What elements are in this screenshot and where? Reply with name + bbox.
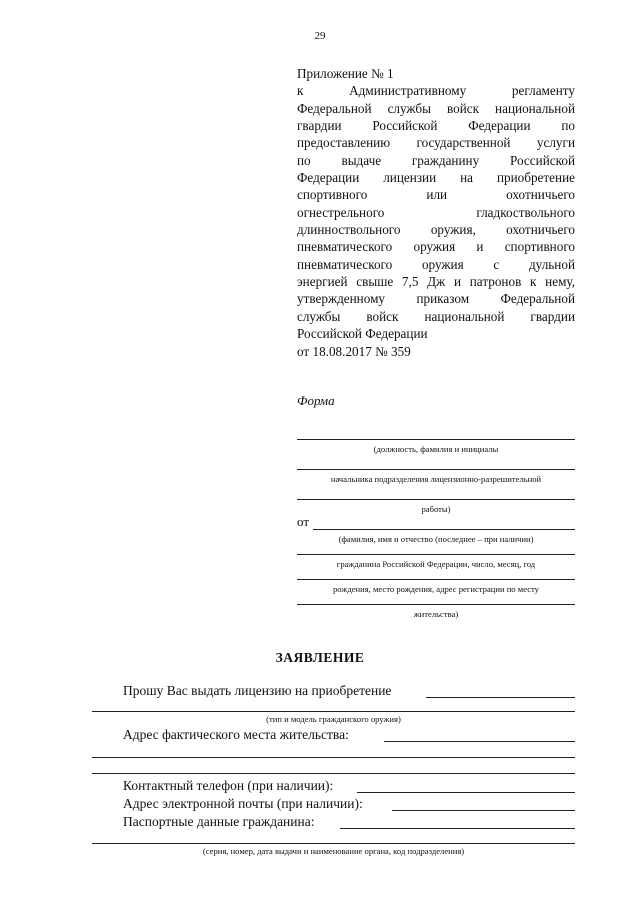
- appendix-line: по выдаче гражданину Российской: [297, 152, 575, 168]
- appendix-line: Российской Федерации: [297, 326, 428, 342]
- appendix-line: гвардии Российской Федерации по: [297, 118, 575, 134]
- appendix-line: Приложение № 1: [297, 66, 394, 81]
- applicant-line-3: [297, 579, 575, 580]
- appendix-line: Федерации лицензии на приобретение: [297, 170, 575, 186]
- phone-label: Контактный телефон (при наличии):: [123, 778, 334, 793]
- passport-input-line: [340, 828, 575, 829]
- addressee-caption-1: (должность, фамилия и инициалы: [373, 444, 499, 454]
- document-title: ЗАЯВЛЕНИЕ: [275, 650, 365, 665]
- form-label: Форма: [297, 393, 335, 408]
- weapon-caption: (тип и модель гражданского оружия): [266, 714, 401, 724]
- appendix-line: пневматического оружия с дульной: [297, 256, 575, 272]
- appendix-line: утвержденному приказом Федеральной: [297, 291, 575, 307]
- applicant-caption-3: рождения, место рождения, адрес регистрации по месту: [333, 584, 539, 594]
- email-label: Адрес электронной почты (при наличии):: [123, 796, 363, 811]
- addressee-caption-2: начальника подразделения лицензионно-разрешительной: [330, 474, 542, 484]
- email-input-line: [392, 810, 575, 811]
- applicant-caption-4: жительства): [413, 609, 459, 619]
- appendix-line: к Административному регламенту: [297, 83, 575, 99]
- request-label: Прошу Вас выдать лицензию на приобретение: [123, 683, 392, 698]
- applicant-caption-2: гражданина Российской Федерации, число, месяц, год: [336, 559, 536, 569]
- applicant-caption-1: (фамилия, имя и отчество (последнее – при наличии): [338, 534, 534, 544]
- address-continuation-line-1: [92, 757, 575, 758]
- passport-continuation-line: [92, 843, 575, 844]
- appendix-line: Федеральной службы войск национальной: [297, 100, 575, 116]
- phone-input-line: [357, 792, 575, 793]
- request-continuation-line: [92, 711, 575, 712]
- applicant-line-2: [297, 554, 575, 555]
- appendix-line: пневматического оружия и спортивного: [297, 239, 575, 255]
- addressee-line-2: [297, 469, 575, 470]
- appendix-line: от 18.08.2017 № 359: [297, 343, 411, 359]
- page-number: 29: [314, 30, 326, 42]
- applicant-line-4: [297, 604, 575, 605]
- appendix-block: [297, 65, 575, 360]
- address-label: Адрес фактического места жительства:: [123, 727, 349, 742]
- appendix-line: длинноствольного оружия, охотничьего: [297, 222, 575, 238]
- appendix-line: службы войск национальной гвардии: [297, 308, 575, 324]
- address-input-line: [384, 741, 575, 742]
- appendix-line: огнестрельного гладкоствольного: [297, 204, 575, 220]
- passport-caption: (серия, номер, дата выдачи и наименование органа, код подразделения): [202, 846, 465, 856]
- address-continuation-line-2: [92, 773, 575, 774]
- applicant-line-1: [313, 529, 575, 530]
- request-input-line: [426, 697, 575, 698]
- passport-label: Паспортные данные гражданина:: [123, 814, 315, 829]
- addressee-caption-3: работы): [421, 504, 451, 514]
- appendix-line: энергией свыше 7,5 Дж и патронов к нему,: [297, 274, 575, 290]
- from-label: от: [297, 514, 310, 529]
- appendix-line: предоставлению государственной услуги: [297, 135, 575, 151]
- appendix-line: спортивного или охотничьего: [297, 187, 575, 203]
- addressee-line-1: [297, 439, 575, 440]
- addressee-line-3: [297, 499, 575, 500]
